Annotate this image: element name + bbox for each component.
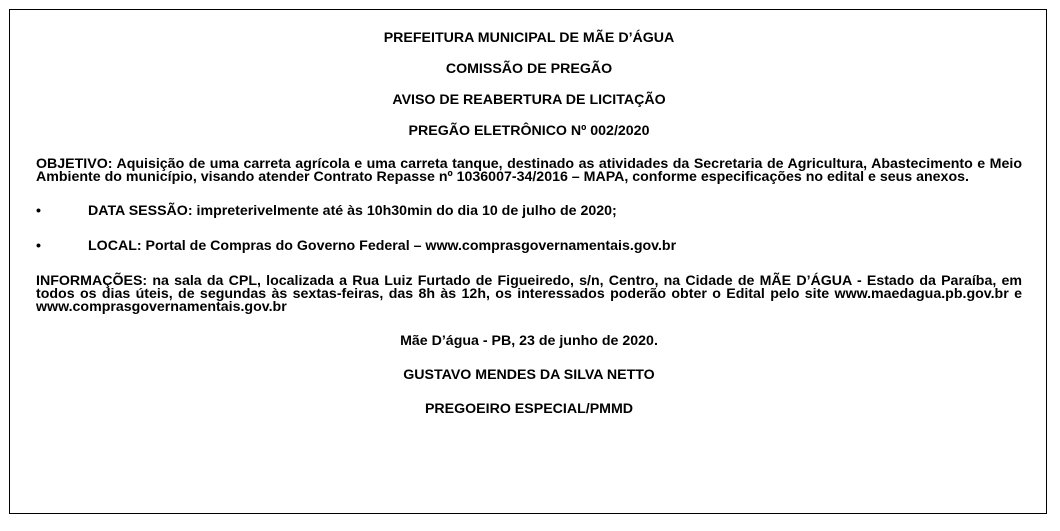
location-item [36,240,1022,253]
signer-name: GUSTAVO MENDES DA SILVA NETTO [403,367,655,383]
place-date: Mãe D’água - PB, 23 de junho de 2020. [400,333,658,349]
notice-title: AVISO DE REABERTURA DE LICITAÇÃO [392,92,666,108]
information-paragraph: INFORMAÇÕES: na sala da CPL, localizada a Rua Luiz Furtado de Figueiredo, s/n, Centro, na Cidade de MÃE D’ÁGUA - Estado da Paraíba, em todos os dias úteis, de segundas às sextas-feiras, das 8h às 12h, os interessados poderão obter o Edital pelo site www.maedagua.pb.gov.br e www.comprasgovernamentais.gov.br [36,273,1022,315]
auction-number: PREGÃO ELETRÔNICO Nº 002/2020 [408,123,650,139]
objective-paragraph: OBJETIVO: Aquisição de uma carreta agrícola e uma carreta tanque, destinado as atividades da Secretaria de Agricultura, Abastecimento e Meio Ambiente do município, visando atender Contrato Repasse nº 1036007-34/2016 – MAPA, conforme especificações no edital e seus anexos. [36,156,1022,185]
session-date-item [36,205,1022,218]
bullet-icon: • [36,203,41,219]
notice-content [36,32,1022,416]
location-text: LOCAL: Portal de Compras do Governo Federal – www.comprasgovernamentais.gov.br [88,238,677,254]
notice-box [9,9,1047,514]
session-date-text: DATA SESSÃO: impreterivelmente até às 10h30min do dia 10 de julho de 2020; [88,203,617,219]
commission-heading: COMISSÃO DE PREGÃO [445,61,613,77]
municipality-heading: PREFEITURA MUNICIPAL DE MÃE D’ÁGUA [383,30,675,46]
signer-title: PREGOEIRO ESPECIAL/PMMD [424,401,634,417]
bullet-icon: • [36,238,41,254]
